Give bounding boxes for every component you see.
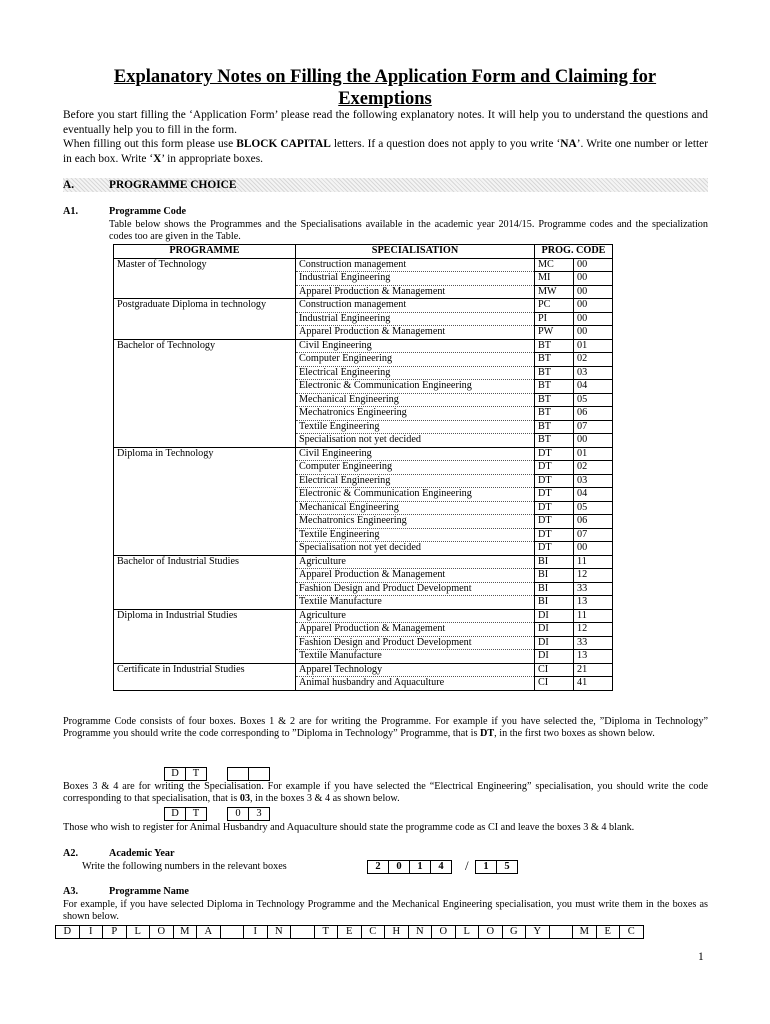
spec-code-cell: 00 (574, 312, 613, 326)
prog-code-cell: DT (535, 488, 574, 502)
box: D (164, 767, 186, 781)
programme-cell (114, 650, 296, 664)
table-row (114, 326, 613, 340)
programme-cell: Diploma in Technology (114, 447, 296, 461)
header-prog-code: PROG. CODE (535, 245, 613, 259)
table-row (114, 636, 613, 650)
box (248, 767, 270, 781)
specialisation-cell: Civil Engineering (296, 447, 535, 461)
table-row (114, 663, 613, 677)
intro-paragraph: Before you start filling the ‘Application Form’ please read the following explanatory notes. It will help you to understand the questions and eventually help you to fill in the form. (63, 109, 708, 136)
box: I (243, 925, 268, 939)
prog-code-cell: DI (535, 650, 574, 664)
box (290, 925, 315, 939)
spec-code-cell: 41 (574, 677, 613, 691)
prog-code-cell: DI (535, 623, 574, 637)
spec-code-cell: 13 (574, 596, 613, 610)
prog-code-cell: MI (535, 272, 574, 286)
example1-boxes (165, 767, 270, 781)
spec-code-cell: 00 (574, 542, 613, 556)
specialisation-cell: Fashion Design and Product Development (296, 636, 535, 650)
prog-code-cell: DT (535, 461, 574, 475)
spec-code-cell: 21 (574, 663, 613, 677)
box: 2 (367, 860, 389, 874)
table-row (114, 461, 613, 475)
table-row (114, 299, 613, 313)
programme-cell: Bachelor of Technology (114, 339, 296, 353)
spec-code-cell: 03 (574, 474, 613, 488)
box: P (102, 925, 127, 939)
spec-code-cell: 12 (574, 623, 613, 637)
programme-cell (114, 366, 296, 380)
specialisation-cell: Textile Manufacture (296, 596, 535, 610)
box: T (185, 767, 207, 781)
box: Y (525, 925, 550, 939)
prog-code-cell: DT (535, 542, 574, 556)
spec-code-cell: 01 (574, 339, 613, 353)
specialisation-cell: Construction management (296, 258, 535, 272)
a3-heading: Programme Name (109, 886, 189, 897)
programme-cell (114, 407, 296, 421)
table-row (114, 258, 613, 272)
specialisation-cell: Industrial Engineering (296, 312, 535, 326)
specialisation-cell: Mechatronics Engineering (296, 407, 535, 421)
box: C (619, 925, 644, 939)
table-row (114, 542, 613, 556)
table-header-row (114, 245, 613, 259)
table-row (114, 515, 613, 529)
spec-code-cell: 00 (574, 434, 613, 448)
table-row (114, 353, 613, 367)
prog-code-cell: BI (535, 582, 574, 596)
specialisation-cell: Civil Engineering (296, 339, 535, 353)
prog-code-cell: DT (535, 515, 574, 529)
spec-code-cell: 04 (574, 488, 613, 502)
box: D (164, 807, 186, 821)
prog-code-cell: BT (535, 434, 574, 448)
spec-code-cell: 00 (574, 285, 613, 299)
spec-code-cell: 00 (574, 299, 613, 313)
programme-cell (114, 528, 296, 542)
specialisation-cell: Animal husbandry and Aquaculture (296, 677, 535, 691)
spec-code-cell: 00 (574, 258, 613, 272)
table-row (114, 407, 613, 421)
box: E (596, 925, 621, 939)
programme-cell (114, 582, 296, 596)
box: T (314, 925, 339, 939)
box: L (126, 925, 151, 939)
programme-cell: Bachelor of Industrial Studies (114, 555, 296, 569)
spec-code-cell: 12 (574, 569, 613, 583)
table-row (114, 488, 613, 502)
table-row (114, 677, 613, 691)
programme-cell (114, 501, 296, 515)
spec-code-cell: 06 (574, 407, 613, 421)
programme-cell (114, 420, 296, 434)
box (549, 925, 574, 939)
programme-cell: Certificate in Industrial Studies (114, 663, 296, 677)
table-row (114, 285, 613, 299)
prog-code-cell: BT (535, 339, 574, 353)
spec-code-cell: 05 (574, 501, 613, 515)
prog-code-cell: BT (535, 393, 574, 407)
spec-code-cell: 07 (574, 528, 613, 542)
prog-code-cell: BT (535, 366, 574, 380)
spec-code-cell: 02 (574, 461, 613, 475)
table-row (114, 380, 613, 394)
box: O (149, 925, 174, 939)
example2-boxes (165, 807, 270, 821)
prog-code-cell: BT (535, 420, 574, 434)
boxes34-explanation: Boxes 3 & 4 are for writing the Specialisation. For example if you have selected the “Electrical Engineering” specialisation, you should write the code corresponding to that specialisation, that is 03, in the boxes 3 & 4 as shown below. (63, 781, 708, 804)
prog-code-cell: CI (535, 663, 574, 677)
programme-cell (114, 434, 296, 448)
programme-table (113, 244, 613, 691)
spec-code-cell: 11 (574, 609, 613, 623)
prog-code-cell: PI (535, 312, 574, 326)
prog-code-cell: PC (535, 299, 574, 313)
spec-code-cell: 00 (574, 326, 613, 340)
prog-code-cell: DT (535, 528, 574, 542)
table-row (114, 474, 613, 488)
prog-code-cell: BT (535, 353, 574, 367)
year-boxes (368, 860, 452, 874)
prog-code-cell: BI (535, 555, 574, 569)
programme-cell: Master of Technology (114, 258, 296, 272)
a1-number: A1. (63, 206, 78, 217)
box: 0 (388, 860, 410, 874)
box: M (173, 925, 198, 939)
specialisation-cell: Textile Engineering (296, 420, 535, 434)
box: I (79, 925, 104, 939)
table-row (114, 623, 613, 637)
table-row (114, 609, 613, 623)
spec-code-cell: 33 (574, 636, 613, 650)
section-a-header: A. PROGRAMME CHOICE (63, 178, 708, 192)
prog-code-cell: DI (535, 636, 574, 650)
specialisation-cell: Apparel Technology (296, 663, 535, 677)
programme-cell (114, 353, 296, 367)
specialisation-cell: Agriculture (296, 555, 535, 569)
box: O (431, 925, 456, 939)
programme-cell: Postgraduate Diploma in technology (114, 299, 296, 313)
table-row (114, 393, 613, 407)
specialisation-cell: Electrical Engineering (296, 474, 535, 488)
a2-text: Write the following numbers in the relevant boxes (82, 861, 287, 872)
year2-boxes (476, 860, 518, 874)
a2-heading: Academic Year (109, 848, 175, 859)
programme-cell (114, 515, 296, 529)
table-row (114, 312, 613, 326)
spec-code-cell: 33 (574, 582, 613, 596)
programme-cell (114, 488, 296, 502)
table-row (114, 272, 613, 286)
box: 0 (227, 807, 249, 821)
a1-text: Table below shows the Programmes and the Specialisations available in the academic year 2014/15. Programme codes and the specialization codes too are given in the Table. (109, 219, 708, 242)
programme-cell (114, 596, 296, 610)
box: N (267, 925, 292, 939)
programme-cell (114, 461, 296, 475)
box: T (185, 807, 207, 821)
programme-cell (114, 474, 296, 488)
table-row (114, 596, 613, 610)
prog-code-cell: DT (535, 447, 574, 461)
table-row (114, 420, 613, 434)
specialisation-cell: Electronic & Communication Engineering (296, 488, 535, 502)
specialisation-cell: Electronic & Communication Engineering (296, 380, 535, 394)
specialisation-cell: Apparel Production & Management (296, 623, 535, 637)
box: 1 (475, 860, 497, 874)
table-row (114, 569, 613, 583)
table-row (114, 528, 613, 542)
a1-heading: Programme Code (109, 206, 187, 217)
box: E (337, 925, 362, 939)
specialisation-cell: Computer Engineering (296, 353, 535, 367)
specialisation-cell: Specialisation not yet decided (296, 542, 535, 556)
programme-cell (114, 542, 296, 556)
programme-cell (114, 272, 296, 286)
table-row (114, 650, 613, 664)
page-number: 1 (698, 951, 704, 963)
specialisation-cell: Mechanical Engineering (296, 393, 535, 407)
year-slash: / (465, 858, 469, 873)
prog-code-cell: DT (535, 501, 574, 515)
table-row (114, 447, 613, 461)
prog-code-cell: BT (535, 380, 574, 394)
prog-code-cell: BT (535, 407, 574, 421)
spec-code-cell: 00 (574, 272, 613, 286)
programme-cell (114, 636, 296, 650)
spec-code-cell: 03 (574, 366, 613, 380)
prog-code-cell: MC (535, 258, 574, 272)
specialisation-cell: Electrical Engineering (296, 366, 535, 380)
header-programme: PROGRAMME (114, 245, 296, 259)
specialisation-cell: Textile Engineering (296, 528, 535, 542)
prog-code-cell: DT (535, 474, 574, 488)
programme-cell (114, 393, 296, 407)
programme-name-boxes (56, 925, 644, 939)
box: H (384, 925, 409, 939)
prog-code-cell: CI (535, 677, 574, 691)
specialisation-cell: Industrial Engineering (296, 272, 535, 286)
box: 4 (430, 860, 452, 874)
box: A (196, 925, 221, 939)
programme-cell (114, 569, 296, 583)
spec-code-cell: 06 (574, 515, 613, 529)
spec-code-cell: 13 (574, 650, 613, 664)
specialisation-cell: Fashion Design and Product Development (296, 582, 535, 596)
programme-cell (114, 380, 296, 394)
table-row (114, 434, 613, 448)
prog-code-cell: BI (535, 596, 574, 610)
box: N (408, 925, 433, 939)
box: D (55, 925, 80, 939)
prog-code-cell: MW (535, 285, 574, 299)
box: G (502, 925, 527, 939)
table-row (114, 555, 613, 569)
box: 1 (409, 860, 431, 874)
programme-cell (114, 326, 296, 340)
box (220, 925, 245, 939)
box: 5 (496, 860, 518, 874)
instructions-paragraph: When filling out this form please use BLOCK CAPITAL letters. If a question does not apply to you write ‘NA’. Write one number or letter in each box. Write ‘X’ in appropriate boxes. (63, 138, 709, 165)
box (227, 767, 249, 781)
specialisation-cell: Apparel Production & Management (296, 569, 535, 583)
specialisation-cell: Apparel Production & Management (296, 285, 535, 299)
table-row (114, 366, 613, 380)
specialisation-cell: Mechatronics Engineering (296, 515, 535, 529)
specialisation-cell: Specialisation not yet decided (296, 434, 535, 448)
spec-code-cell: 07 (574, 420, 613, 434)
table-row (114, 501, 613, 515)
box: M (572, 925, 597, 939)
animal-husbandry-note: Those who wish to register for Animal Husbandry and Aquaculture should state the programme code as CI and leave the boxes 3 & 4 blank. (63, 822, 635, 833)
specialisation-cell: Mechanical Engineering (296, 501, 535, 515)
programme-cell: Diploma in Industrial Studies (114, 609, 296, 623)
table-row (114, 582, 613, 596)
programme-cell (114, 312, 296, 326)
page-title: Explanatory Notes on Filling the Application Form and Claiming for Exemptions (113, 67, 657, 109)
specialisation-cell: Construction management (296, 299, 535, 313)
box: C (361, 925, 386, 939)
prog-code-cell: PW (535, 326, 574, 340)
a2-number: A2. (63, 848, 78, 859)
box: O (478, 925, 503, 939)
spec-code-cell: 05 (574, 393, 613, 407)
specialisation-cell: Agriculture (296, 609, 535, 623)
code-explanation: Programme Code consists of four boxes. Boxes 1 & 2 are for writing the Programme. For example if you have selected the, ”Diploma in Technology” Programme you should write the code corresponding to ”Diploma in Technology” Programme, that is DT, in the first two boxes as shown below. (63, 716, 708, 739)
prog-code-cell: DI (535, 609, 574, 623)
programme-cell (114, 285, 296, 299)
specialisation-cell: Apparel Production & Management (296, 326, 535, 340)
specialisation-cell: Textile Manufacture (296, 650, 535, 664)
a3-text: For example, if you have selected Diploma in Technology Programme and the Mechanical Engineering specialisation, you must write them in the boxes as shown below. (63, 899, 708, 922)
box: L (455, 925, 480, 939)
specialisation-cell: Computer Engineering (296, 461, 535, 475)
header-specialisation: SPECIALISATION (296, 245, 535, 259)
table-row (114, 339, 613, 353)
box: 3 (248, 807, 270, 821)
a3-number: A3. (63, 886, 78, 897)
prog-code-cell: BI (535, 569, 574, 583)
spec-code-cell: 02 (574, 353, 613, 367)
spec-code-cell: 04 (574, 380, 613, 394)
programme-cell (114, 677, 296, 691)
spec-code-cell: 01 (574, 447, 613, 461)
programme-cell (114, 623, 296, 637)
spec-code-cell: 11 (574, 555, 613, 569)
